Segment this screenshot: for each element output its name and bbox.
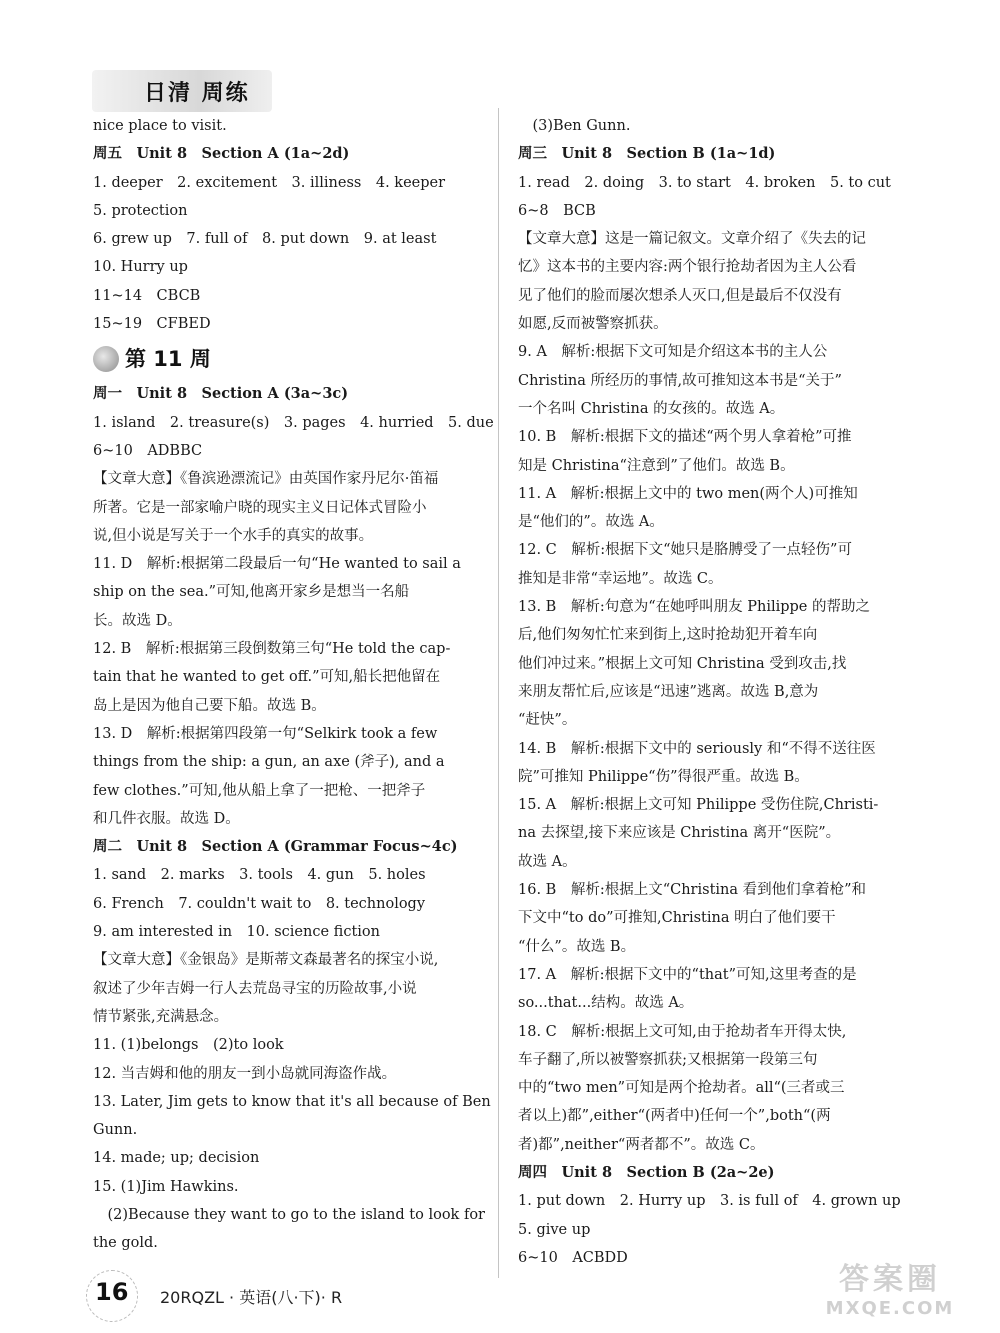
answer-line: Christina 所经历的事情,故可推知这本书是“关于” bbox=[518, 372, 842, 389]
answer-line: 者)都”,neither“两者都不”。故选 C。 bbox=[518, 1136, 765, 1153]
answer-line: 6. French 7. couldn't wait to 8. technology bbox=[93, 895, 426, 912]
answer-line: 6~8 BCB bbox=[518, 202, 596, 219]
answer-line: 1. read 2. doing 3. to start 4. broken 5. to cut bbox=[518, 174, 891, 191]
answer-line: (3)Ben Gunn. bbox=[518, 118, 631, 134]
answer-line: 1. sand 2. marks 3. tools 4. gun 5. holes bbox=[93, 867, 426, 884]
week-heading bbox=[93, 338, 493, 380]
answer-line: 5. protection bbox=[93, 202, 188, 219]
watermark-line2: MXQE.COM bbox=[825, 1298, 955, 1319]
answer-line: “什么”。故选 B。 bbox=[518, 938, 636, 955]
page-header bbox=[92, 70, 272, 112]
left-column bbox=[93, 112, 493, 1258]
answer-line: 5. give up bbox=[518, 1221, 591, 1238]
page-number: 16 bbox=[95, 1278, 129, 1306]
day-heading: 周五 Unit 8 Section A (1a~2d) bbox=[93, 145, 350, 163]
answer-line: 6~10 ACBDD bbox=[518, 1249, 628, 1266]
answer-line: 岛上是因为他自己要下船。故选 B。 bbox=[93, 697, 326, 714]
right-column bbox=[518, 112, 918, 1272]
answer-line: 下文中“to do”可推知,Christina 明白了他们要干 bbox=[518, 910, 836, 927]
day-heading: 周四 Unit 8 Section B (2a~2e) bbox=[518, 1163, 775, 1181]
answer-line: Gunn. bbox=[93, 1122, 138, 1139]
day-heading: 周一 Unit 8 Section A (3a~3c) bbox=[93, 385, 349, 403]
answer-line: 10. Hurry up bbox=[93, 259, 188, 276]
answer-line: 院”可推知 Philippe“伤”得很严重。故选 B。 bbox=[518, 768, 809, 785]
answer-line: few clothes.”可知,他从船上拿了一把枪、一把斧子 bbox=[93, 782, 426, 799]
answer-line: 忆》这本书的主要内容:两个银行抢劫者因为主人公看 bbox=[518, 259, 857, 276]
answer-line: 11. D 解析:根据第二段最后一句“He wanted to sail a bbox=[93, 556, 461, 573]
answer-line: 知是 Christina“注意到”了他们。故选 B。 bbox=[518, 457, 795, 474]
answer-line: 13. D 解析:根据第四段第一句“Selkirk took a few bbox=[93, 725, 438, 742]
answer-line: 16. B 解析:根据上文“Christina 看到他们拿着枪”和 bbox=[518, 882, 867, 899]
answer-line: 12. C 解析:根据下文“她只是胳膊受了一点轻伤”可 bbox=[518, 542, 852, 559]
answer-line: 后,他们匆匆忙忙来到街上,这时抢劫犯开着车向 bbox=[518, 627, 818, 644]
answer-line: 叙述了少年吉姆一行人去荒岛寻宝的历险故事,小说 bbox=[93, 980, 417, 997]
book-code: 20RQZL · 英语(八·下)· R bbox=[160, 1288, 343, 1307]
answer-line: 车子翻了,所以被警察抓获;又根据第一段第三句 bbox=[518, 1051, 818, 1068]
answer-line: 15~19 CFBED bbox=[93, 316, 211, 333]
answer-line: 如愿,反而被警察抓获。 bbox=[518, 316, 668, 333]
answer-line: 1. put down 2. Hurry up 3. is full of 4. grown up bbox=[518, 1193, 901, 1210]
answer-line: 14. B 解析:根据下文中的 seriously 和“不得不送往医 bbox=[518, 740, 876, 757]
day-heading: 周三 Unit 8 Section B (1a~1d) bbox=[518, 145, 776, 163]
answer-line: 1. island 2. treasure(s) 3. pages 4. hurried 5. due bbox=[93, 414, 494, 431]
answer-line: 1. deeper 2. excitement 3. illiness 4. keeper bbox=[93, 174, 446, 191]
answer-line: 长。故选 D。 bbox=[93, 612, 182, 629]
answer-line: 17. A 解析:根据下文中的“that”可知,这里考查的是 bbox=[518, 966, 857, 983]
answer-line: 【文章大意】《金银岛》是斯蒂文森最著名的探宝小说, bbox=[93, 952, 439, 969]
answer-line: 见了他们的脸而屡次想杀人灭口,但是最后不仅没有 bbox=[518, 287, 842, 304]
answer-line: 12. B 解析:根据第三段倒数第三句“He told the cap- bbox=[93, 641, 451, 658]
answer-line: 18. C 解析:根据上文可知,由于抢劫者车开得太快, bbox=[518, 1023, 847, 1040]
answer-line: nice place to visit. bbox=[93, 118, 227, 134]
answer-line: 情节紧张,充满悬念。 bbox=[93, 1008, 229, 1025]
answer-line: “赶快”。 bbox=[518, 712, 577, 729]
answer-line: 15. (1)Jim Hawkins. bbox=[93, 1178, 239, 1195]
answer-line: na 去探望,接下来应该是 Christina 离开“医院”。 bbox=[518, 825, 841, 842]
watermark-logo bbox=[800, 1262, 980, 1326]
answer-line: (2)Because they want to go to the island to look for bbox=[93, 1206, 485, 1223]
answer-line: things from the ship: a gun, an axe (斧子), and a bbox=[93, 754, 445, 771]
answer-line: tain that he wanted to get off.”可知,船长把他留在 bbox=[93, 669, 441, 686]
answer-line: 【文章大意】《鲁滨逊漂流记》由英国作家丹尼尔·笛福 bbox=[93, 471, 439, 488]
answer-line: 15. A 解析:根据上文可知 Philippe 受伤住院,Christi- bbox=[518, 797, 879, 814]
answer-line: 和几件衣服。故选 D。 bbox=[93, 810, 240, 827]
column-divider bbox=[498, 108, 499, 1278]
answer-line: 一个名叫 Christina 的女孩的。故选 A。 bbox=[518, 400, 785, 417]
answer-line: 【文章大意】这是一篇记叙文。文章介绍了《失去的记 bbox=[518, 231, 866, 248]
answer-line: 9. A 解析:根据下文可知是介绍这本书的主人公 bbox=[518, 344, 828, 361]
answer-line: 来朋友帮忙后,应该是“迅速”逃离。故选 B,意为 bbox=[518, 683, 819, 700]
answer-line: 12. 当吉姆和他的朋友一到小岛就同海盗作战。 bbox=[93, 1065, 397, 1082]
answer-line: 是“他们的”。故选 A。 bbox=[518, 514, 664, 531]
answer-line: 13. B 解析:句意为“在她呼叫朋友 Philippe 的帮助之 bbox=[518, 599, 870, 616]
answer-line: 9. am interested in 10. science fiction bbox=[93, 924, 380, 941]
answer-line: 中的“two men”可知是两个抢劫者。all“(三者或三 bbox=[518, 1080, 845, 1097]
answer-line: ship on the sea.”可知,他离开家乡是想当一名船 bbox=[93, 584, 410, 601]
watermark-line1: 答案圈 bbox=[839, 1262, 941, 1297]
answer-line: 14. made; up; decision bbox=[93, 1150, 260, 1167]
answer-line: 6. grew up 7. full of 8. put down 9. at least bbox=[93, 231, 437, 248]
answer-line: 11. A 解析:根据上文中的 two men(两个人)可推知 bbox=[518, 485, 858, 502]
week-badge-icon bbox=[93, 346, 119, 372]
answer-line: 所著。它是一部家喻户晓的现实主义日记体式冒险小 bbox=[93, 499, 427, 516]
answer-line: 者以上)都”,either“(两者中)任何一个”,both“(两 bbox=[518, 1108, 831, 1125]
answer-line: 10. B 解析:根据下文的描述“两个男人拿着枪”可推 bbox=[518, 429, 852, 446]
answer-line: 说,但小说是写关于一个水手的真实的故事。 bbox=[93, 527, 374, 544]
answer-line: 推知是非常“幸运地”。故选 C。 bbox=[518, 570, 723, 587]
week-title: 第 11 周 bbox=[125, 347, 211, 372]
answer-line: 他们冲过来。”根据上文可知 Christina 受到攻击,找 bbox=[518, 655, 847, 672]
answer-line: 6~10 ADBBC bbox=[93, 442, 203, 459]
answer-line: the gold. bbox=[93, 1235, 158, 1252]
answer-line: 11. (1)belongs (2)to look bbox=[93, 1037, 284, 1054]
answer-line: 11~14 CBCB bbox=[93, 287, 201, 304]
answer-line: 13. Later, Jim gets to know that it's all because of Ben bbox=[93, 1093, 491, 1110]
header-title: 日清 周练 bbox=[144, 81, 250, 106]
day-heading: 周二 Unit 8 Section A (Grammar Focus~4c) bbox=[93, 838, 458, 856]
answer-line: 故选 A。 bbox=[518, 853, 577, 870]
answer-line: so...that...结构。故选 A。 bbox=[518, 995, 694, 1012]
